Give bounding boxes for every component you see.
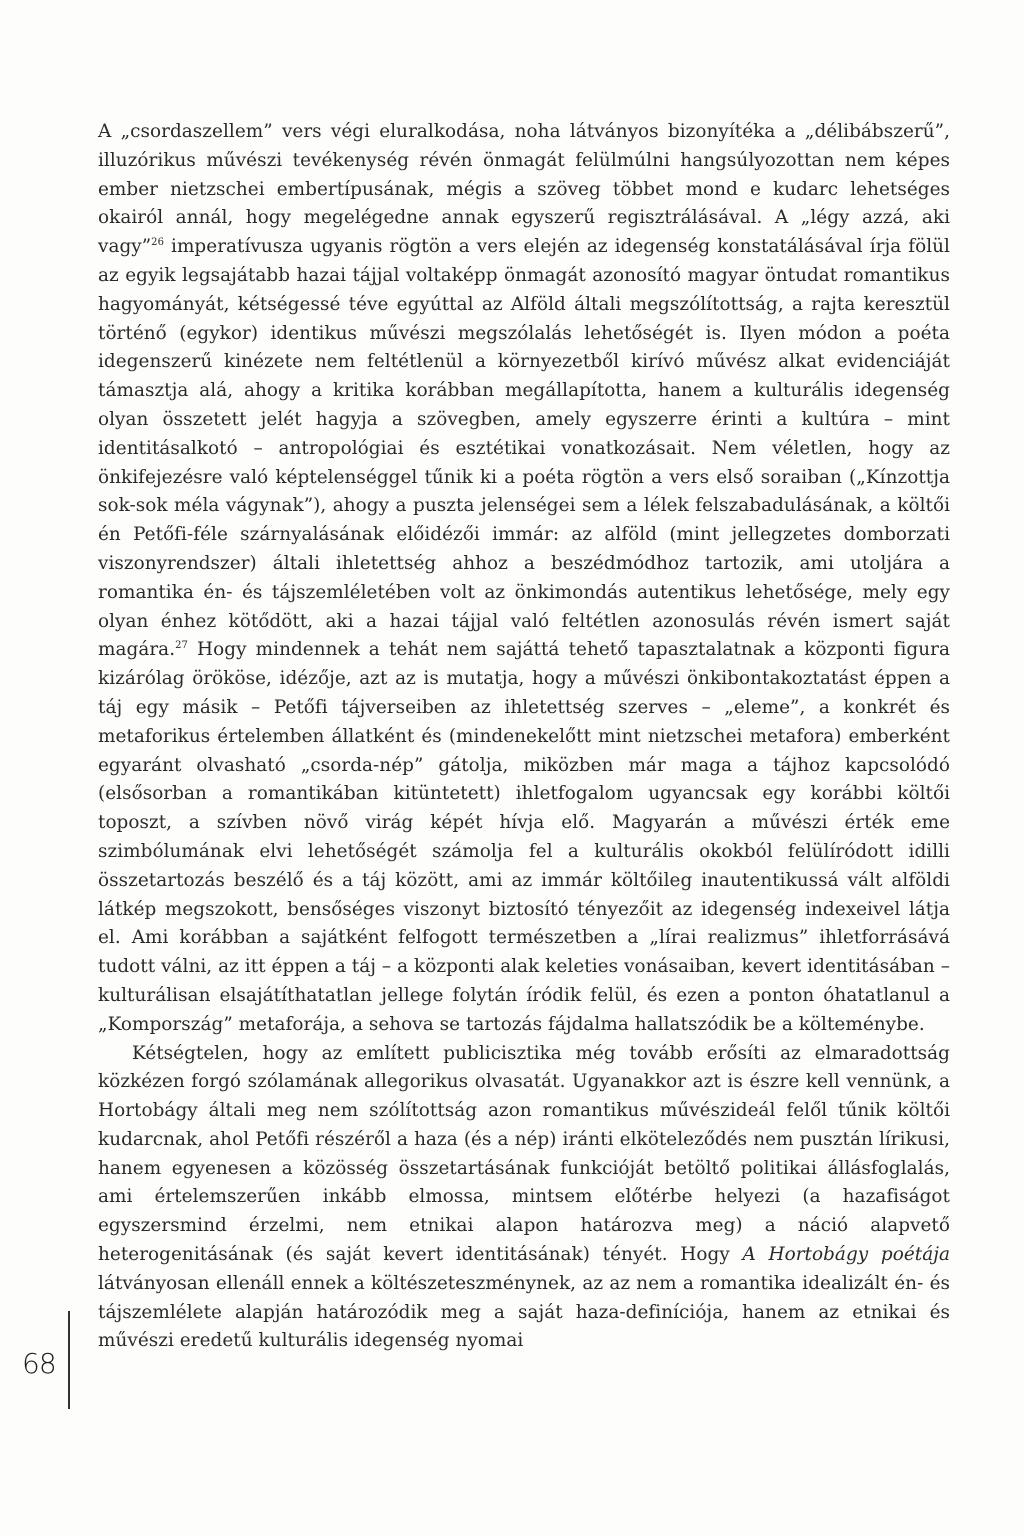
body-text	[98, 118, 950, 1356]
footnote-ref-27: 27	[175, 640, 188, 652]
paragraph-2-text-1: Kétségtelen, hogy az említett publicisztika még tovább erősíti az elmaradottság közkézen forgó szólamának allegorikus olvasatát. Ugyanakkor azt is észre kell vennünk, a Hortobágy általi meg nem szólítottság azon romantikus művészideál felől tűnik költői kudarcnak, ahol Petőfi részéről a haza (és a nép) iránti elköteleződés nem pusztán lírikusi, hanem egyenesen a közösség összetartásának funkcióját betöltő politikai állásfoglalás, ami értelemszerűen inkább elmossa, mintsem előtérbe helyezi (a hazafiságot egyszersmind érzelmi, nem etnikai alapon határozva meg) a náció alapvető heterogenitásának (és saját kevert identitásának) tényét. Hogy	[98, 1042, 950, 1266]
paragraph-1-text-2: imperatívusza ugyanis rögtön a vers elején az idegenség konstatálásával írja fölül az egyik legsajátabb hazai tájjal voltaképp önmagát azonosító magyar öntudat romantikus hagyományát, kétségessé téve egyúttal az Alföld általi megszólítottság, a rajta keresztül történő (egykor) identikus művészi megszólalás lehetőségét is. Ilyen módon a poéta idegenszerű kinézete nem feltétlenül a környezetből kirívó művész alkat evidenciáját támasztja alá, ahogy a kritika korábban megállapította, hanem a kulturális idegenség olyan összetett jelét hagyja a szövegben, amely egyszerre érinti a kultúra – mint identitásalkotó – antropológiai és esztétikai vonatkozásait. Nem véletlen, hogy az önkifejezésre való képtelenséggel tűnik ki a poéta rögtön a vers első soraiban („Kínzottja sok-sok méla vágynak”), ahogy a puszta jelenségei sem a lélek felszabadulásának, a költői én Petőfi-féle szárnyalásának előidézői immár: az alföld (mint jellegzetes domborzati viszonyrendszer) általi ihletettség ahhoz a beszédmódhoz tartozik, ami utoljára a romantika én- és tájszemléletében volt az önkimondás autentikus lehetősége, mely egy olyan énhez kötődött, aki a hazai tájjal való feltétlen azonosulás révén ismert saját magára.	[98, 236, 950, 661]
page-number-rule	[68, 1311, 70, 1409]
paragraph-2	[98, 1040, 950, 1357]
footnote-ref-26: 26	[151, 237, 164, 249]
paragraph-2-text-2: látványosan ellenáll ennek a költészeteszménynek, az az nem a romantika idealizált én- és tájszemlélete alapján határozódik meg a saját haza-definíciója, hanem az etnikai és művészi eredetű kulturális idegenség nyomai	[98, 1272, 950, 1352]
paragraph-1-text-1: A „csordaszellem” vers végi eluralkodása, noha látványos bizonyítéka a „délibábszerű”, illuzórikus művészi tevékenység révén önmagát felülmúlni hangsúlyozottan nem képes ember nietzschei embertípusának, mégis a szöveg többet mond e kudarc lehetséges okairól annál, hogy megelégedne annak egyszerű regisztrálásával. A „légy azzá, aki vagy”	[98, 121, 950, 258]
italic-title: A Hortobágy poétája	[742, 1244, 950, 1266]
page-number: 68	[22, 1347, 56, 1380]
paragraph-1-text-3: Hogy mindennek a tehát nem sajáttá tehető tapasztalatnak a központi figura kizárólag örököse, idézője, azt az is mutatja, hogy a művészi önkibontakoztatást éppen a táj egy másik – Petőfi tájverseiben az ihletettség szerves – „eleme”, a konkrét és metaforikus értelemben állatként és (mindenekelőtt mint nietzschei metafora) emberként egyaránt olvasható „csorda-nép” gátolja, miközben már maga a tájhoz kapcsolódó (elsősorban a romantikában kitüntetett) ihletfogalom ugyancsak egy korábbi költői toposzt, a szívben növő virág képét hívja elő. Magyarán a művészi érték eme szimbólumának elvi lehetőségét számolja fel a kulturális okokból felülíródott idilli összetartozás beszélő és a táj között, ami az immár költőileg inautentikussá vált alföldi látkép megszokott, bensőséges viszonyt biztosító tényezőit az idegenség indexeivel látja el. Ami korábban a sajátként felfogott természetben a „lírai realizmus” ihletforrásává tudott válni, az itt éppen a táj – a központi alak keleties vonásaiban, kevert identitásában – kulturálisan elsajátíthatatlan jellege folytán íródik felül, és ezen a ponton óhatatlanul a „Kompország” metaforája, a sehova se tartozás fájdalma hallatszódik be a költeménybe.	[98, 639, 950, 1035]
paragraph-1	[98, 118, 950, 1040]
